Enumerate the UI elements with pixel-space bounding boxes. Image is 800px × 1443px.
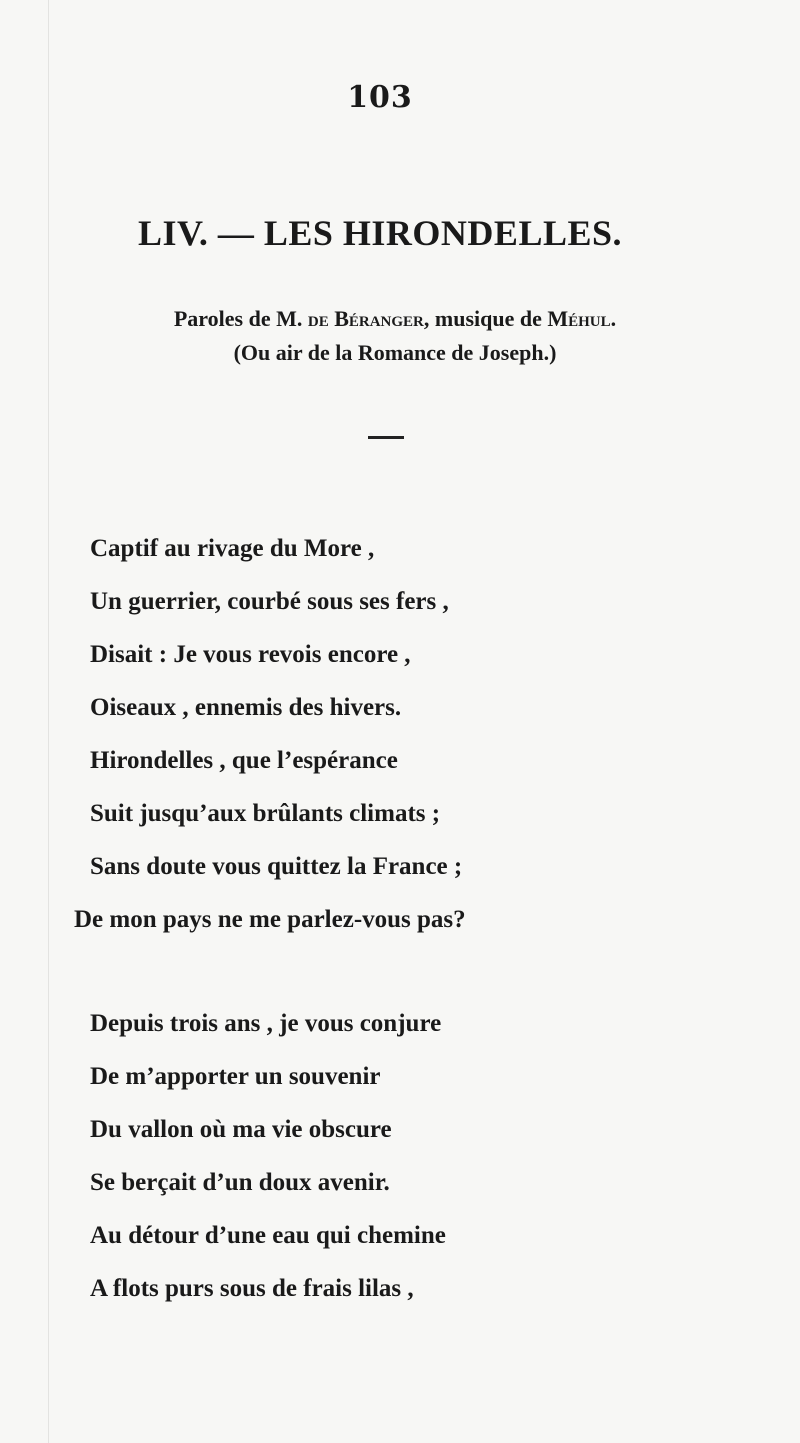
attribution-suffix: . xyxy=(610,306,617,331)
section-divider xyxy=(368,436,404,439)
composer-name: Méhul xyxy=(547,306,611,331)
verse-line: Suit jusqu’aux brûlants climats ; xyxy=(90,800,441,827)
page-number: 103 xyxy=(347,80,413,115)
verse-line: Du vallon où ma vie obscure xyxy=(90,1116,392,1143)
verse-line: Oiseaux , ennemis des hivers. xyxy=(90,694,402,721)
lyricist-name: de Béranger xyxy=(307,306,424,331)
verse-line: Un guerrier, courbé sous ses fers , xyxy=(90,588,449,615)
verse-line: Hirondelles , que l’espérance xyxy=(90,747,398,774)
verse-line: Sans doute vous quittez la France ; xyxy=(90,853,463,880)
attribution-prefix: Paroles de M. xyxy=(173,306,308,331)
attribution-line xyxy=(0,306,790,332)
verse-line: Depuis trois ans , je vous conjure xyxy=(90,1010,442,1037)
verse-line: De m’apporter un souvenir xyxy=(90,1063,381,1090)
verse-line: Captif au rivage du More , xyxy=(90,535,375,562)
tune-note: (Ou air de la Romance de Joseph.) xyxy=(233,340,557,365)
attribution-middle: , musique de xyxy=(423,306,548,331)
verse-line: De mon pays ne me parlez-vous pas? xyxy=(74,906,466,933)
verse-line: Se berçait d’un doux avenir. xyxy=(90,1169,390,1196)
poem-title: LIV. — LES HIRONDELLES. xyxy=(138,213,622,253)
verse-line: Au détour d’une eau qui chemine xyxy=(90,1222,446,1249)
verse-line: A flots purs sous de frais lilas , xyxy=(90,1275,414,1302)
verse-line: Disait : Je vous revois encore , xyxy=(90,641,411,668)
